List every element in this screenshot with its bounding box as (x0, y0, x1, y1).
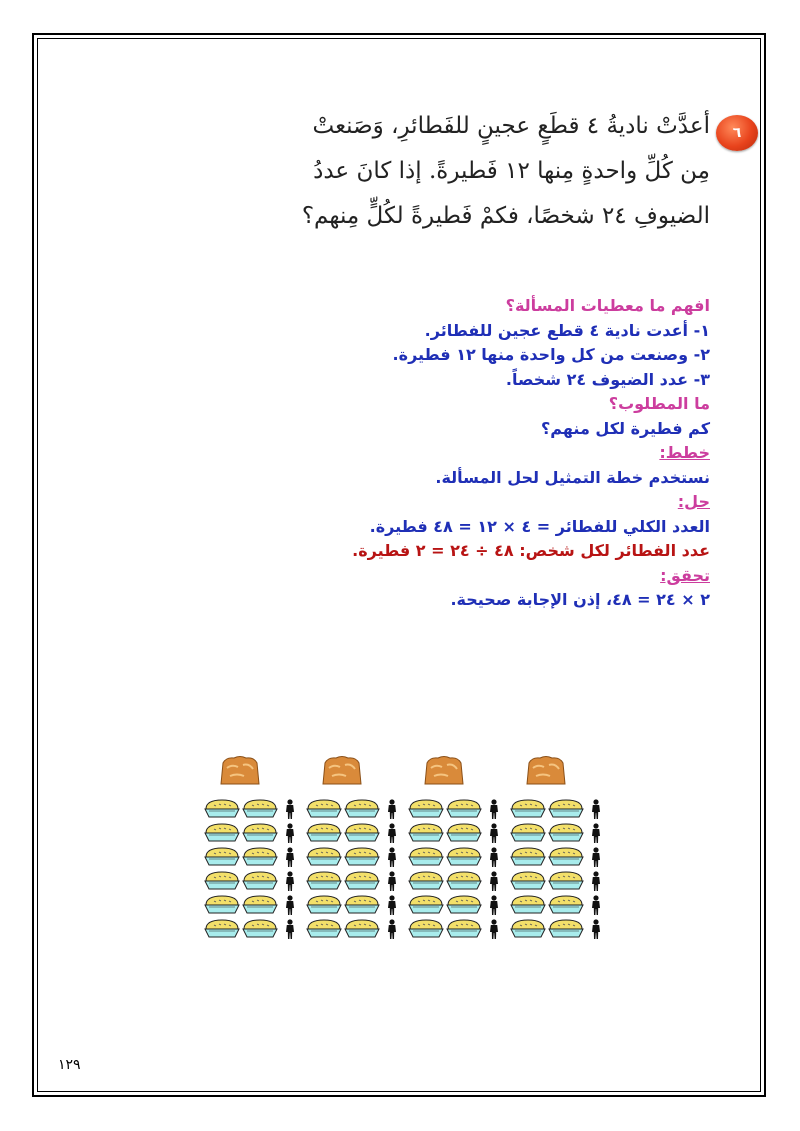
pie-icon (511, 920, 545, 937)
pie-icon (243, 920, 277, 937)
plan-text: نستخدم خطة التمثيل لحل المسألة. (435, 467, 710, 487)
pie-icon (409, 848, 443, 865)
person-icon (490, 847, 498, 867)
pie-icon (345, 920, 379, 937)
pie-icon (447, 872, 481, 889)
pie-icon (243, 800, 277, 817)
person-icon (388, 895, 396, 915)
problem-number-badge: ٦ (716, 115, 758, 151)
solve-total-pies: العدد الكلي للفطائر = ٤ × ١٢ = ٤٨ فطيرة. (369, 516, 710, 536)
solution-steps (190, 294, 710, 613)
dough-icon (425, 757, 463, 785)
illustration-group (511, 757, 600, 940)
illustration-group (409, 757, 498, 940)
illustration-group (307, 757, 396, 940)
given-3: ٣- عدد الضيوف ٢٤ شخصاً. (505, 369, 710, 389)
pie-icon (409, 872, 443, 889)
required-heading: ما المطلوب؟ (608, 394, 710, 413)
person-icon (286, 895, 294, 915)
given-2: ٢- وصنعت من كل واحدة منها ١٢ فطيرة. (392, 345, 710, 364)
problem-statement (280, 104, 710, 239)
person-icon (388, 799, 396, 819)
person-icon (490, 895, 498, 915)
pie-icon (409, 920, 443, 937)
person-icon (490, 799, 498, 819)
pie-icon (345, 800, 379, 817)
person-icon (592, 919, 600, 939)
person-icon (490, 919, 498, 939)
pie-icon (307, 848, 341, 865)
pie-icon (511, 824, 545, 841)
dough-icon (527, 757, 565, 785)
pie-icon (447, 848, 481, 865)
person-icon (388, 823, 396, 843)
pie-icon (205, 848, 239, 865)
pie-icon (307, 920, 341, 937)
dough-icon (323, 757, 361, 785)
pie-icon (205, 896, 239, 913)
pie-icon (511, 848, 545, 865)
check-heading: تحقق: (660, 565, 710, 585)
pie-icon (549, 824, 583, 841)
pie-icon (345, 848, 379, 865)
pie-icon (447, 824, 481, 841)
person-icon (490, 871, 498, 891)
understand-heading: افهم ما معطيات المسألة؟ (505, 296, 710, 315)
person-icon (388, 919, 396, 939)
problem-line-3: الضيوفِ ٢٤ شخصًا، فكمْ فَطيرةً لكُلٍّ مِنهم؟ (301, 203, 710, 229)
dough-icon (221, 757, 259, 785)
check-text: ٢ × ٢٤ = ٤٨، إذن الإجابة صحيحة. (450, 590, 710, 609)
pie-icon (307, 800, 341, 817)
solve-heading: حل: (677, 492, 710, 511)
pie-icon (243, 824, 277, 841)
problem-line-2: مِن كُلِّ واحدةٍ مِنها ١٢ فَطيرةً. إذا كانَ عددُ (313, 158, 710, 184)
person-icon (592, 799, 600, 819)
pie-icon (205, 872, 239, 889)
person-icon (592, 895, 600, 915)
person-icon (592, 871, 600, 891)
pie-icon (447, 896, 481, 913)
pie-icon (409, 800, 443, 817)
person-icon (286, 871, 294, 891)
pie-icon (243, 896, 277, 913)
required-text: كم فطيرة لكل منهم؟ (541, 418, 710, 438)
given-1: ١- أعدت نادية ٤ قطع عجين للفطائر. (424, 320, 710, 340)
person-icon (388, 871, 396, 891)
illustration-group (205, 757, 294, 940)
person-icon (592, 823, 600, 843)
person-icon (286, 823, 294, 843)
plan-heading: خطط: (659, 443, 710, 462)
pie-icon (447, 920, 481, 937)
pie-icon (345, 824, 379, 841)
pie-icon (511, 872, 545, 889)
person-icon (286, 847, 294, 867)
pie-icon (307, 872, 341, 889)
pie-icon (243, 848, 277, 865)
pie-icon (345, 872, 379, 889)
person-icon (592, 847, 600, 867)
pie-icon (307, 824, 341, 841)
page-number: ١٢٩ (58, 1057, 81, 1073)
pie-icon (307, 896, 341, 913)
pie-icon (511, 896, 545, 913)
person-icon (490, 823, 498, 843)
solve-pies-per-person: عدد الفطائر لكل شخص: ٤٨ ÷ ٢٤ = ٢ فطيرة. (352, 541, 710, 560)
pie-icon (549, 800, 583, 817)
pie-icon (345, 896, 379, 913)
pie-icon (409, 896, 443, 913)
problem-line-1: أعدَّتْ ناديةُ ٤ قطَعٍ عجينٍ للفَطائرِ، وَصَنعتْ (312, 113, 710, 139)
pie-icon (549, 896, 583, 913)
person-icon (286, 799, 294, 819)
person-icon (286, 919, 294, 939)
person-icon (388, 847, 396, 867)
pie-icon (549, 872, 583, 889)
pie-icon (205, 920, 239, 937)
pie-icon (549, 920, 583, 937)
pie-icon (409, 824, 443, 841)
pie-icon (447, 800, 481, 817)
pie-icon (243, 872, 277, 889)
pies-and-people-illustration (200, 752, 620, 947)
pie-icon (549, 848, 583, 865)
pie-icon (511, 800, 545, 817)
pie-icon (205, 824, 239, 841)
pie-icon (205, 800, 239, 817)
